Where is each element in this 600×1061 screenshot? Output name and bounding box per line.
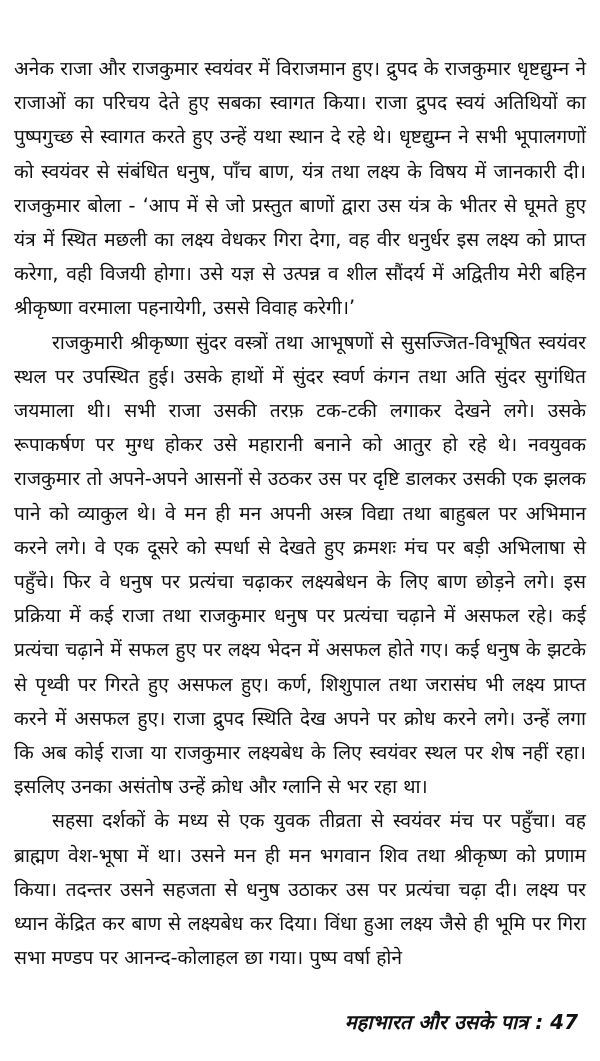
paragraph-1: अनेक राजा और राजकुमार स्वयंवर में विराजमान हुए। द्रुपद के राजकुमार धृष्टद्युम्न ने राजाओं का परिचय देते हुए सबका स्वागत किया। राजा द्रुपद स्वयं अतिथियों का पुष्पगुच्छ से स्वागत करते हुए उन्हें यथा स्थान दे रहे थे। धृष्टद्युम्न ने सभी भूपालगणों को स्वयंवर से संबंधित धनुष, पाँच बाण, यंत्र तथा लक्ष्य के विषय में जानकारी दी। राजकुमार बोला - ‘आप में से जो प्रस्तुत बाणों द्वारा उस यंत्र के भीतर से घूमते हुए यंत्र में स्थित मछली का लक्ष्य वेधकर गिरा देगा, वह वीर धनुर्धर इस लक्ष्य को प्राप्त करेगा, वही विजयी होगा। उसे यज्ञ से उत्पन्न व शील सौंदर्य में अद्वितीय मेरी बहिन श्रीकृष्णा वरमाला पहनायेगी, उससे विवाह करेगी।’: [14, 57, 586, 320]
page-footer: महाभारत और उसके पात्र : 47: [344, 1010, 578, 1034]
paragraph-2: राजकुमारी श्रीकृष्णा सुंदर वस्त्रों तथा आभूषणों से सुसज्जित-विभूषित स्वयंवर स्थल पर उपस्थित हुई। उसके हाथों में सुंदर स्वर्ण कंगन तथा अति सुंदर सुगंधित जयमाला थी। सभी राजा उसकी तरफ़ टक-टकी लगाकर देखने लगे। उसके रूपाकर्षण पर मुग्ध होकर उसे महारानी बनाने को आतुर हो रहे थे। नवयुवक राजकुमार तो अपने-अपने आसनों से उठकर उस पर दृष्टि डालकर उसकी एक झलक पाने को व्याकुल थे। वे मन ही मन अपनी अस्त्र विद्या तथा बाहुबल पर अभिमान करने लगे। वे एक दूसरे को स्पर्धा से देखते हुए क्रमशः मंच पर बड़ी अभिलाषा से पहुँचे। फिर वे धनुष पर प्रत्यंचा चढ़ाकर लक्ष्यबेधन के लिए बाण छोड़ने लगे। इस प्रक्रिया में कई राजा तथा राजकुमार धनुष पर प्रत्यंचा चढ़ाने में असफल रहे। कई प्रत्यंचा चढ़ाने में सफल हुए पर लक्ष्य भेदन में असफल होते गए। कई धनुष के झटके से पृथ्वी पर गिरते हुए असफल हुए। कर्ण, शिशुपाल तथा जरासंघ भी लक्ष्य प्राप्त करने में असफल हुए। राजा द्रुपद स्थिति देख अपने पर क्रोध करने लगे। उन्हें लगा कि अब कोई राजा या राजकुमार लक्ष्यबेध के लिए स्वयंवर स्थल पर शेष नहीं रहा। इसलिए उनका असंतोष उन्हें क्रोध और ग्लानि से भर रहा था।: [14, 330, 586, 799]
paragraph-3: सहसा दर्शकों के मध्य से एक युवक तीव्रता से स्वयंवर मंच पर पहुँचा। वह ब्राह्मण वेश-भूषा में था। उसने मन ही मन भगवान शिव तथा श्रीकृष्ण को प्रणाम किया। तदन्तर उसने सहजता से धनुष उठाकर उस पर प्रत्यंचा चढ़ा दी। लक्ष्य पर ध्यान केंद्रित कर बाण से लक्ष्यबेध कर दिया। विंधा हुआ लक्ष्य जैसे ही भूमि पर गिरा सभा मण्डप पर आनन्द-कोलाहल छा गया। पुष्प वर्षा होने: [14, 809, 586, 970]
